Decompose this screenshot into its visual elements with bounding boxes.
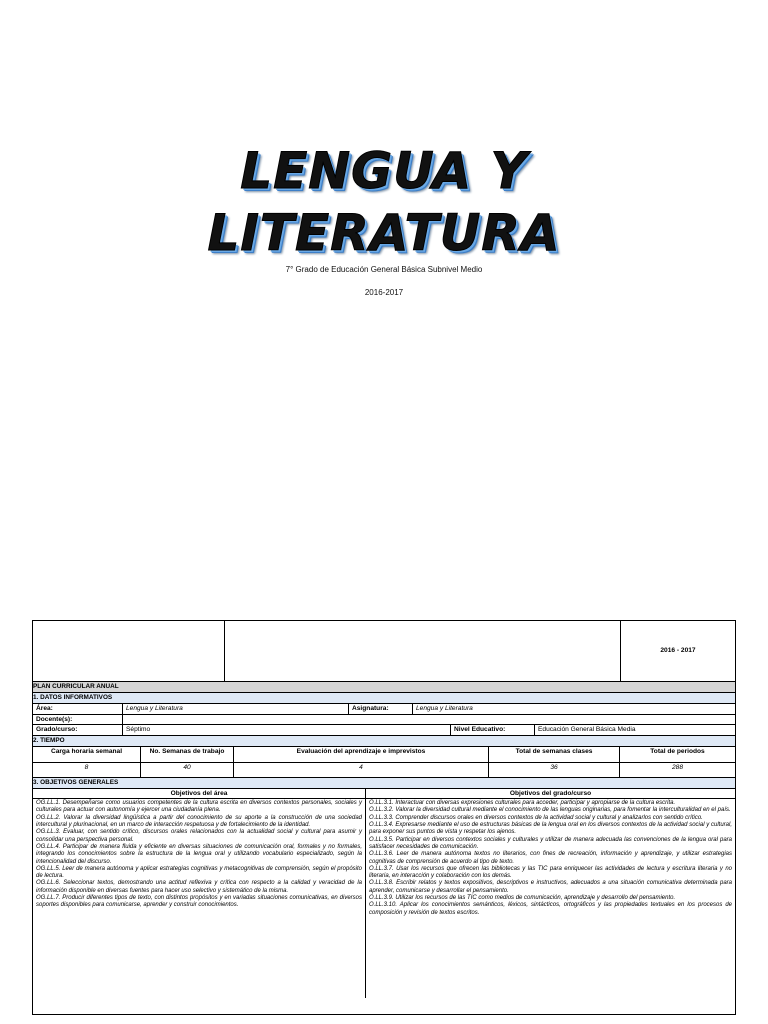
cover-years: 2016-2017 bbox=[364, 288, 404, 297]
area-row bbox=[33, 704, 735, 715]
tiempo-value-total-semanas: 36 bbox=[489, 763, 620, 777]
docentes-row bbox=[33, 715, 735, 725]
tiempo-value-total-periodos: 288 bbox=[671, 764, 683, 771]
tiempo-value-carga: 8 bbox=[33, 763, 141, 777]
docentes-label: Docente(s): bbox=[33, 715, 123, 724]
header-years: 2016 - 2017 bbox=[660, 647, 696, 655]
institution-cell bbox=[225, 621, 621, 681]
section-datos-informativos: 1. DATOS INFORMATIVOS bbox=[33, 693, 735, 704]
list-item: OG.LL.2. Valorar la diversidad lingüística a partir del conocimiento de su aporte a la construcción de una sociedad intercultural y plurinacional, en un marco de interacción respetuosa y de fortalecimiento de la identidad. bbox=[36, 814, 362, 828]
list-item: OG.LL.5. Leer de manera autónoma y aplicar estrategias cognitivas y metacognitivas de comprensión, según el propósito de lectura. bbox=[36, 865, 362, 880]
title-line-1: LENGUA Y bbox=[240, 142, 528, 200]
header-row bbox=[33, 621, 735, 682]
list-item: O.LL.3.5. Participar en diversos contextos sociales y culturales y utilizar de manera adecuada las convenciones de la lengua oral para satisfacer necesidades de comunicación. bbox=[369, 836, 732, 850]
obj-area-header: Objetivos del área bbox=[33, 789, 366, 798]
list-item: O.LL.3.3. Comprender discursos orales en diversos contextos de la actividad social y cultural y analizarlos con sentido crítico. bbox=[369, 814, 703, 821]
asignatura-value: Lengua y Literatura bbox=[416, 705, 473, 712]
list-item: O.LL.3.7. Usar los recursos que ofrecen las bibliotecas y las TIC para enriquecer las actividades de lectura y escritura literaria y no literaria, en interacción y colaboración con los demás. bbox=[369, 865, 732, 880]
obj-grado-header: Objetivos del grado/curso bbox=[509, 790, 592, 797]
obj-grado-list bbox=[366, 799, 735, 998]
section-objetivos-generales: 3. OBJETIVOS GENERALES bbox=[33, 778, 735, 789]
list-item: OG.LL.3. Evaluar, con sentido crítico, discursos orales relacionados con la actualidad social y cultural para asumir y consolidar una perspectiva personal. bbox=[36, 829, 362, 843]
tiempo-header-evaluacion: Evaluación del aprendizaje e imprevistos bbox=[234, 747, 489, 762]
list-item: OG.LL.4. Participar de manera fluida y eficiente en diversas situaciones de comunicación oral, formales y no formales, integrando los conocimientos sobre la estructura de la lengua oral y utilizando vocabulario especializado, según la intencionalidad del discurso. bbox=[36, 843, 362, 865]
list-item: OG.LL.7. Producir diferentes tipos de texto, con distintos propósitos y en variadas situaciones comunicativas, en diversos soportes disponibles para comunicarse, aprender y construir conocimientos. bbox=[36, 895, 362, 909]
tiempo-header-total-semanas: Total de semanas clases bbox=[489, 747, 620, 762]
tiempo-header-total-periodos: Total de periodos bbox=[650, 748, 705, 755]
area-value: Lengua y Literatura bbox=[123, 704, 349, 714]
cover-title bbox=[0, 140, 768, 264]
grado-row bbox=[33, 725, 735, 736]
list-item: O.LL.3.4. Expresarse mediante el uso de estructuras básicas de la lengua oral en los diversos contextos de la actividad social y cultural, para exponer sus puntos de vista y respetar los ajenos. bbox=[369, 821, 732, 836]
grado-label: Grado/curso: bbox=[33, 725, 123, 735]
plan-title: PLAN CURRICULAR ANUAL bbox=[33, 682, 735, 693]
area-label: Área: bbox=[33, 704, 123, 714]
list-item: O.LL.3.10. Aplicar los conocimientos semánticos, léxicos, sintácticos, ortográficos y las propiedades textuales en los procesos de composición y revisión de textos escritos. bbox=[369, 902, 732, 916]
tiempo-header-semanas: No. Semanas de trabajo bbox=[141, 747, 234, 762]
plan-curricular-table bbox=[32, 620, 736, 1015]
objetivos-header-row bbox=[33, 789, 735, 799]
objetivos-body-row bbox=[33, 799, 735, 998]
grado-value: Séptimo bbox=[123, 725, 451, 735]
tiempo-values-row bbox=[33, 763, 735, 778]
nivel-label: Nivel Educativo: bbox=[451, 725, 535, 735]
list-item: O.LL.3.1. Interactuar con diversas expresiones culturales para acceder, participar y apropiarse de la cultura escrita. bbox=[369, 800, 676, 806]
list-item: O.LL.3.2. Valorar la diversidad cultural mediante el conocimiento de las lenguas originarias, para fomentar la interculturalidad en el país. bbox=[369, 807, 731, 814]
section-tiempo: 2. TIEMPO bbox=[33, 736, 735, 747]
nivel-value: Educación General Básica Media bbox=[538, 726, 636, 733]
title-line-2: LITERATURA bbox=[207, 204, 561, 262]
tiempo-value-evaluacion: 4 bbox=[234, 763, 489, 777]
docentes-value bbox=[123, 715, 735, 724]
tiempo-value-semanas: 40 bbox=[141, 763, 234, 777]
list-item: OG.LL.1. Desempeñarse como usuarios competentes de la cultura escrita en diversos contextos personales, sociales y culturales para actuar con autonomía y ejercer una ciudadanía plena. bbox=[36, 800, 362, 814]
list-item: O.LL.3.8. Escribir relatos y textos expositivos, descriptivos e instructivos, adecuados a una situación comunicativa determinada para aprender, comunicarse y desarrollar el pensamiento. bbox=[369, 880, 732, 894]
obj-area-list bbox=[33, 799, 366, 998]
list-item: OG.LL.6. Seleccionar textos, demostrando una actitud reflexiva y crítica con respecto a la calidad y veracidad de la información disponible en diversas fuentes para hacer uso selectivo y sistemático de la misma. bbox=[36, 880, 362, 894]
cover-subtitle: 7° Grado de Educación General Básica Subnivel Medio bbox=[285, 265, 483, 274]
list-item: O.LL.3.6. Leer de manera autónoma textos no literarios, con fines de recreación, información y aprendizaje, y utilizar estrategias cognitivas de comprensión de acuerdo al tipo de texto. bbox=[369, 851, 732, 865]
asignatura-label: Asignatura: bbox=[349, 704, 413, 714]
logo-cell bbox=[33, 621, 225, 681]
list-item: O.LL.3.9. Utilizar los recursos de las TIC como medios de comunicación, aprendizaje y desarrollo del pensamiento. bbox=[369, 895, 676, 902]
tiempo-header-carga: Carga horaria semanal bbox=[33, 747, 141, 762]
tiempo-header-row bbox=[33, 747, 735, 763]
